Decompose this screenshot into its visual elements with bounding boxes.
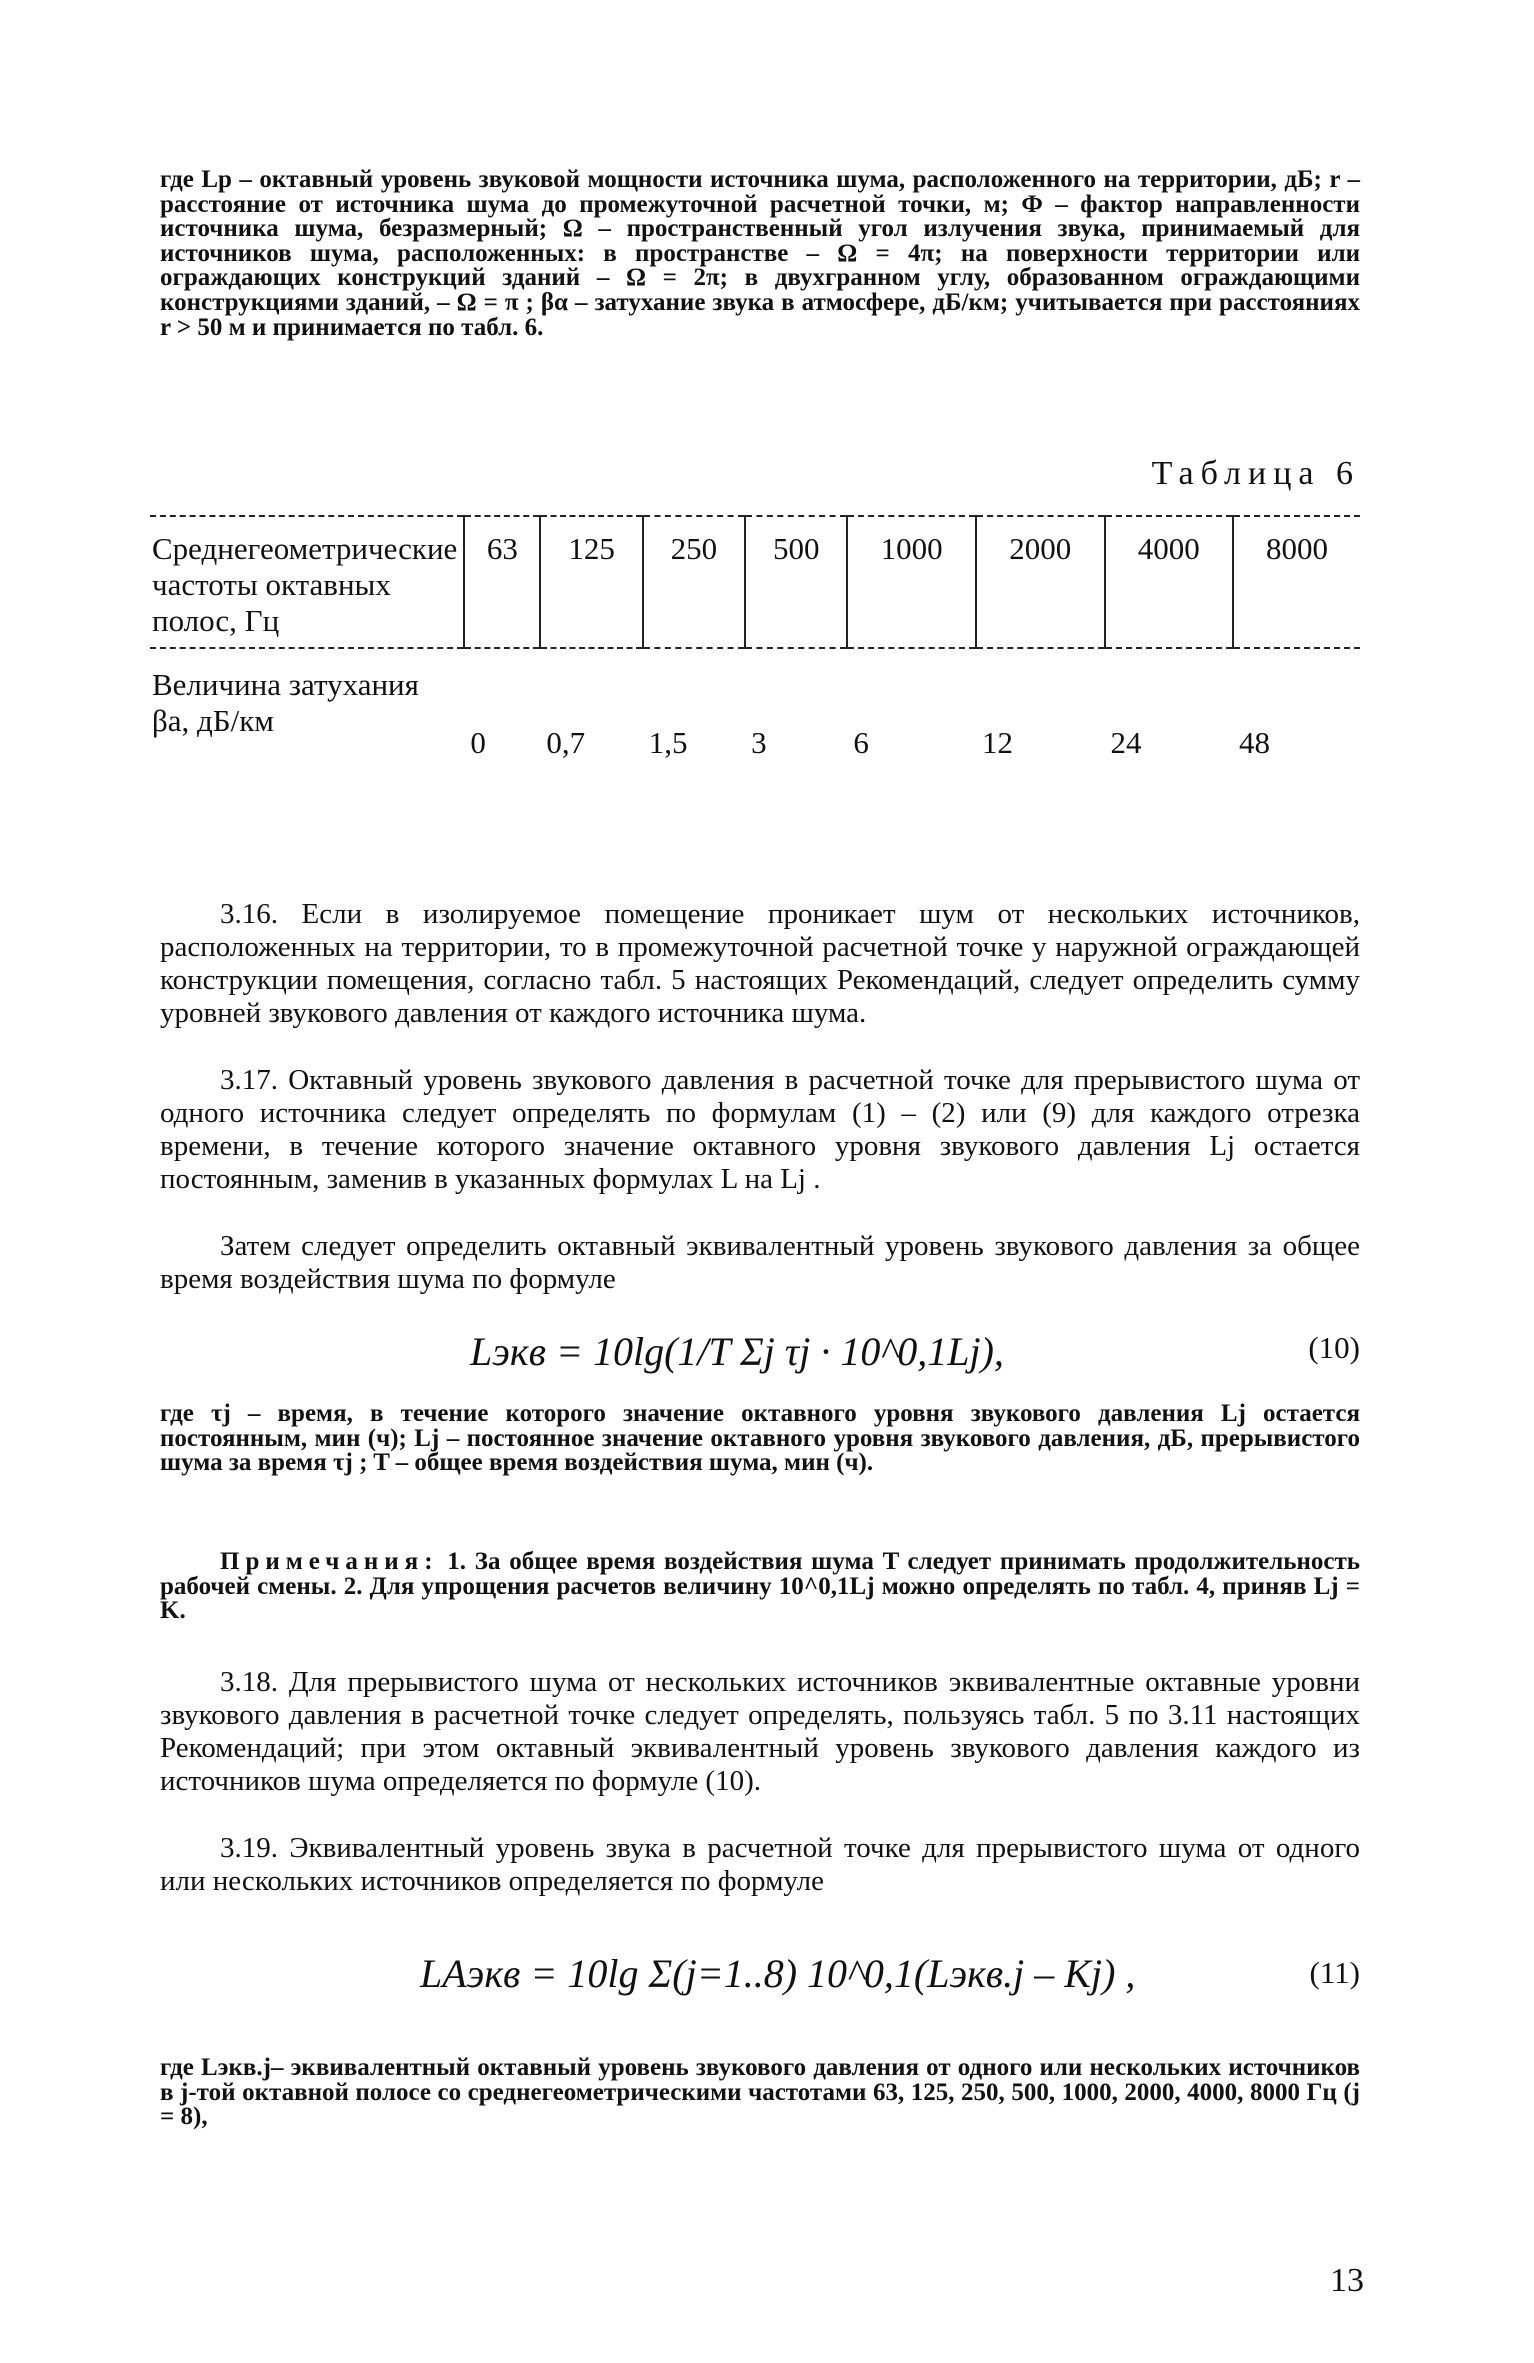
paragraph-3-18: 3.18. Для прерывистого шума от нескольких источников эквивалентные октавные уровни звукового давления в расчетной точке следует определять, пользуясь табл. 5 по 3.11 настоящих Рекомендаций; при этом октавный эквивалентный уровень звукового давления каждого из источников шума определяется по формуле (10). xyxy=(160,1666,1360,1797)
value-125: 0,7 xyxy=(546,725,586,760)
formula-11-rhs: = 10lg Σ(j=1..8) 10^0,1(Lэкв.j – Kj) , xyxy=(530,1951,1136,1996)
value-1000: 6 xyxy=(853,725,869,760)
table-header-row xyxy=(150,516,1360,648)
freq-63: 63 xyxy=(464,516,540,648)
where-11: где Lэкв.j– эквивалентный октавный уровень звукового давления от одного или нескольких источников в j-той октавной полосе со среднегеометрическими частотами 63, 125, 250, 500, 1000, 2000, 4000, 8000 Гц (j = 8), xyxy=(160,2054,1360,2131)
paragraph-3-16: 3.16. Если в изолируемое помещение проникает шум от нескольких источников, расположенных на территории, то в промежуточной расчетной точке у наружной ограждающей конструкции помещения, согласно табл. 5 настоящих Рекомендаций, следует определить сумму уровней звукового давления от каждого источника шума. xyxy=(160,898,1360,1029)
page-number: 13 xyxy=(1330,2262,1364,2299)
formula-11 xyxy=(420,1950,1135,1997)
formula-10 xyxy=(470,1328,1004,1375)
freq-125: 125 xyxy=(540,516,642,648)
paragraph-3-17-cont: Затем следует определить октавный эквивалентный уровень звукового давления за общее время воздействия шума по формуле xyxy=(160,1230,1360,1295)
header-label: Среднегеометрические частоты октавных полос, Гц xyxy=(150,516,464,648)
freq-500: 500 xyxy=(745,516,847,648)
paragraph-3-17: 3.17. Октавный уровень звукового давления в расчетной точке для прерывистого шума от одного источника следует определять по формулам (1) – (2) или (9) для каждого отрезка времени, в течение которого значение октавного уровня звукового давления Lj остается постоянным, заменив в указанных формулах L на Lj . xyxy=(160,1064,1360,1195)
notes-heading: Примечания: xyxy=(220,1548,439,1575)
value-2000: 12 xyxy=(981,725,1013,760)
formula-10-rhs: = 10lg(1/T Σj τj · 10^0,1Lj), xyxy=(555,1329,1004,1374)
freq-250: 250 xyxy=(643,516,745,648)
value-63: 0 xyxy=(470,725,486,760)
value-4000: 24 xyxy=(1110,725,1142,760)
value-250: 1,5 xyxy=(648,725,688,760)
notes-body: 1. За общее время воздействия шума T следует принимать продолжительность рабочей смены. 2. Для упрощения расчетов величину 10^0,1Lj можно определять по табл. 4, приняв Lj = K. xyxy=(160,1548,1360,1625)
notes xyxy=(160,1550,1360,1624)
freq-4000: 4000 xyxy=(1105,516,1234,648)
formula-11-lhs: LAэкв xyxy=(420,1951,521,1996)
value-500: 3 xyxy=(751,725,767,760)
equation-number-11: (11) xyxy=(1309,1955,1360,1990)
row-label: Величина затухания βa, дБ/км xyxy=(152,667,419,738)
value-8000: 48 xyxy=(1239,725,1271,760)
freq-2000: 2000 xyxy=(976,516,1105,648)
where-10: где τj – время, в течение которого значение октавного уровня звукового давления Lj остается постоянным, мин (ч); Lj – постоянное значение октавного уровня звукового давления, дБ, прерывистого шума за время τj ; T – общее время воздействия шума, мин (ч). xyxy=(160,1400,1360,1477)
freq-8000: 8000 xyxy=(1233,516,1360,648)
equation-number-10: (10) xyxy=(1308,1330,1360,1365)
freq-1000: 1000 xyxy=(847,516,976,648)
table-values-row xyxy=(150,648,1360,769)
intro-definitions: где Lp – октавный уровень звуковой мощности источника шума, расположенного на территории, дБ; r – расстояние от источника шума до промежуточной расчетной точки, м; Ф – фактор направленности источника шума, безразмерный; Ω – пространственный угол излучения звука, принимаемый для источников шума, расположенных: в пространстве – Ω = 4π; на поверхности территории или ограждающих конструкций зданий – Ω = 2π; в двухгранном углу, образованном ограждающими конструкциями зданий, – Ω = π ; βα – затухание звука в атмосфере, дБ/км; учитывается при расстояниях r > 50 м и принимается по табл. 6. xyxy=(160,166,1360,341)
attenuation-table xyxy=(150,515,1360,769)
formula-10-lhs: Lэкв xyxy=(470,1329,546,1374)
table-caption: Таблица 6 xyxy=(1151,455,1360,492)
paragraph-3-19: 3.19. Эквивалентный уровень звука в расчетной точке для прерывистого шума от одного или нескольких источников определяется по формуле xyxy=(160,1832,1360,1897)
